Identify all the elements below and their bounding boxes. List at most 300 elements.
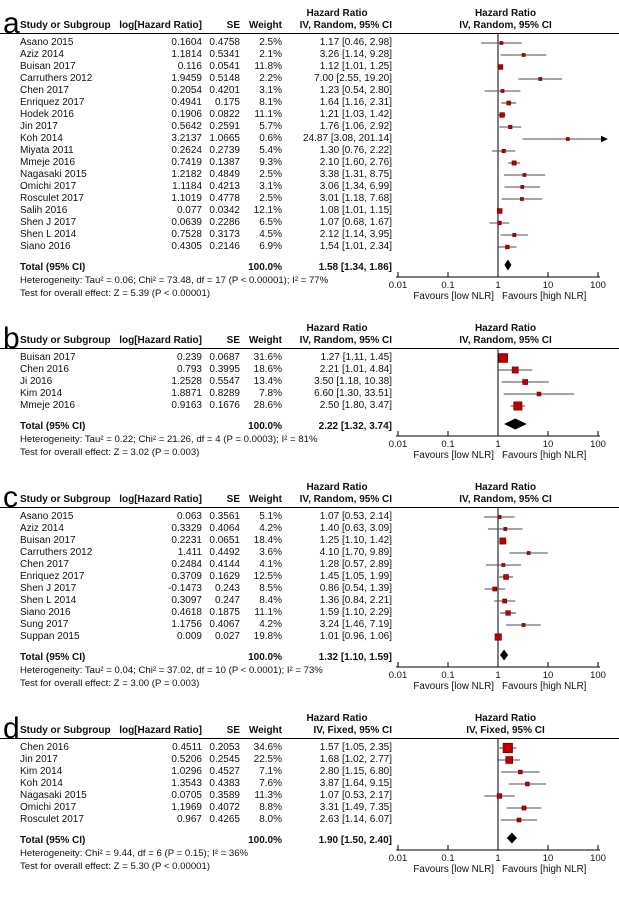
log-hr-cell: 0.4941 [171,97,202,108]
se-cell: 0.243 [214,583,240,594]
log-hr-cell: 0.1604 [171,37,202,48]
weight-cell: 7.6% [259,778,282,789]
col-header-weight: Weight [248,725,282,736]
study-name-cell: Chen 2017 [20,85,69,96]
axis-tick-label: 0.01 [388,853,408,864]
effect-marker [500,113,505,118]
ci-cell: 2.80 [1.15, 6.80] [319,766,392,777]
forest-row [507,806,542,810]
log-hr-cell: 0.116 [177,61,202,72]
se-cell: 0.2545 [209,754,240,765]
se-cell: 0.0687 [209,352,240,363]
row-lead [0,133,20,145]
ci-cell: 1.64 [1.16, 2.31] [319,97,392,108]
weight-cell: 11.8% [254,61,282,72]
weight-cell: 2.1% [259,49,282,60]
col-header-study: Study or Subgroup [20,335,111,346]
weight-cell: 8.4% [259,595,282,606]
panel-b [0,323,619,463]
axis-tick-label: 100 [590,853,606,864]
effect-marker [517,818,521,822]
study-row [0,193,392,205]
axis-tick-label: 1 [495,853,501,864]
log-hr-cell: 0.0639 [171,217,202,228]
se-cell: 0.1875 [209,607,240,618]
ci-cell: 7.00 [2.55, 19.20] [314,73,392,84]
panel-header [0,8,619,34]
weight-cell: 2.5% [259,169,282,180]
se-cell: 0.4213 [209,181,240,192]
ci-cell: 1.59 [1.10, 2.29] [319,607,392,618]
col-header-log-hr: log[Hazard Ratio] [119,725,202,736]
effect-marker [499,354,508,363]
study-name-cell: Total (95% CI) [20,835,86,846]
se-cell: 0.4849 [209,169,240,180]
study-name-cell: Siano 2016 [20,607,71,618]
ci-cell: 3.87 [1.64, 9.15] [319,778,392,789]
row-lead [0,420,20,434]
row-lead [0,169,20,181]
col-header-se: SE [226,335,240,346]
study-row [0,121,392,133]
effect-marker [506,757,513,764]
forest-row [492,149,515,152]
forest-row [501,770,540,774]
row-lead [0,778,20,790]
study-name-cell: Siano 2016 [20,241,71,252]
study-name-cell: Jin 2017 [20,121,58,132]
col-header-weight: Weight [248,494,282,505]
col-header-se: SE [226,494,240,505]
ci-cell: 1.23 [0.54, 2.80] [319,85,392,96]
effect-marker [497,794,502,799]
effect-marker [500,42,503,45]
panel-c [0,482,619,694]
study-row [0,766,392,778]
se-cell: 0.4067 [209,619,240,630]
forest-row [490,221,510,225]
ci-cell: 1.17 [0.46, 2.98] [319,37,392,48]
log-hr-cell: 0.4511 [172,742,202,753]
col-header-log-hr: log[Hazard Ratio] [119,335,202,346]
study-name-cell: Salih 2016 [20,205,68,216]
col-header-model: IV, Fixed, 95% CI [313,725,392,736]
row-lead [0,217,20,229]
effect-marker [506,611,511,616]
ci-cell: 2.50 [1.80, 3.47] [319,400,392,411]
weight-cell: 8.5% [259,583,282,594]
weight-cell: 11.3% [254,790,282,801]
se-cell: 0.2146 [209,241,240,252]
effect-marker [506,245,510,249]
ci-cell: 4.10 [1.70, 9.89] [319,547,392,558]
row-lead [0,157,20,169]
study-name-cell: Buisan 2017 [20,352,76,363]
log-hr-cell: 0.077 [176,205,202,216]
effect-marker [502,149,505,152]
row-lead [0,229,20,241]
log-hr-cell [118,261,202,275]
study-row [0,133,392,145]
study-row [0,145,392,157]
log-hr-cell: 0.7419 [171,157,202,168]
log-hr-cell [118,834,202,848]
total-row [0,651,392,665]
row-lead [0,571,20,583]
weight-cell: 18.6% [253,364,282,375]
row-lead [0,583,20,595]
panel-letter: a [3,7,20,40]
forest-row [499,113,506,118]
axis-tick-label: 0.1 [441,439,455,450]
favours-left-label: Favours [low NLR] [413,450,494,461]
row-lead [0,535,20,547]
pooled-diamond [504,419,527,430]
study-row [0,583,392,595]
log-hr-cell: 1.1814 [171,49,202,60]
se-cell: 0.0541 [209,61,240,72]
se-cell: 0.4064 [209,523,240,534]
favours-left-label: Favours [low NLR] [413,681,494,692]
ci-cell: 3.31 [1.49, 7.35] [319,802,392,813]
row-lead [0,73,20,85]
weight-cell: 8.8% [259,802,282,813]
forest-plot [388,739,619,877]
row-lead [0,631,20,643]
weight-cell: 4.2% [259,619,282,630]
study-name-cell: Omichi 2017 [20,802,77,813]
row-lead [0,181,20,193]
effect-marker [527,552,530,555]
ci-cell: 2.10 [1.60, 2.76] [319,157,392,168]
study-row [0,523,392,535]
favours-right-label: Favours [high NLR] [502,291,587,302]
study-name-cell: Kim 2014 [20,388,63,399]
effect-marker [498,221,502,225]
ci-cell: 1.27 [1.11, 1.45] [320,352,392,363]
row-lead [0,790,20,802]
row-lead [0,193,20,205]
weight-cell: 4.2% [259,523,282,534]
favours-right-label: Favours [high NLR] [502,681,587,692]
ci-cell: 6.60 [1.30, 33.51] [314,388,392,399]
study-row [0,814,392,826]
weight-cell: 12.1% [253,205,282,216]
pooled-diamond [507,833,517,844]
ci-cell: 1.25 [1.10, 1.42] [319,535,392,546]
panel-header [0,713,619,739]
study-row [0,595,392,607]
effect-marker [539,78,542,81]
study-row [0,352,392,364]
study-name-cell: Total (95% CI) [20,652,86,663]
panel-letter: c [3,481,18,514]
log-hr-cell: 1.9459 [171,73,202,84]
row-lead [0,651,20,665]
forest-row [497,209,502,214]
axis-tick-label: 0.1 [441,280,455,291]
plot-header-model: IV, Fixed, 95% CI [466,725,545,736]
col-header-study: Study or Subgroup [20,725,111,736]
study-name-cell: Hodek 2016 [20,109,74,120]
study-row [0,400,392,412]
ci-cell: 1.32 [1.10, 1.59] [318,652,392,663]
forest-row [502,198,543,201]
overall-effect-note: Test for overall effect: Z = 3.02 (P = 0.003) [20,446,200,458]
effect-column-title: Hazard Ratio [306,482,368,493]
study-name-cell: Koh 2014 [20,133,63,144]
plot-header-model: IV, Random, 95% CI [459,494,552,505]
ci-cell: 1.01 [0.96, 1.06] [319,631,392,642]
row-lead [0,364,20,376]
study-name-cell: Mmeje 2016 [20,157,76,168]
forest-row [498,367,532,373]
log-hr-cell: 3.2137 [171,133,202,144]
forest-row [504,174,545,177]
study-name-cell: Total (95% CI) [20,421,86,432]
weight-cell: 9.3% [259,157,282,168]
log-hr-cell: 0.5642 [171,121,202,132]
study-row [0,571,392,583]
effect-marker [507,101,511,105]
ci-cell: 3.38 [1.31, 8.75] [319,169,392,180]
ci-cell: 1.21 [1.03, 1.42] [319,109,392,120]
effect-marker [509,125,512,128]
row-lead [0,85,20,97]
row-lead [0,619,20,631]
axis-tick-label: 0.01 [388,280,408,291]
study-name-cell: Aziz 2014 [20,49,64,60]
ci-arrow-cap [601,136,608,142]
study-name-cell: Shen J 2017 [20,583,77,594]
plot-header-model: IV, Random, 95% CI [459,20,552,31]
forest-row [510,552,548,555]
log-hr-cell: 0.063 [176,511,202,522]
ci-cell: 1.07 [0.53, 2.14] [319,511,392,522]
se-cell: 0.4492 [209,547,240,558]
forest-row [501,818,537,822]
heterogeneity-note: Heterogeneity: Chi² = 9.44, df = 6 (P = 0.15); I² = 36% [20,848,249,859]
col-header-model: IV, Random, 95% CI [299,20,392,31]
log-hr-cell: 1.0296 [171,766,202,777]
axis-tick-label: 1 [495,280,501,291]
effect-marker [520,198,523,201]
forest-row [498,757,520,764]
forest-row [485,587,506,591]
effect-marker [514,402,522,410]
se-cell [202,834,240,848]
study-row [0,205,392,217]
study-row [0,790,392,802]
se-cell: 0.3173 [209,229,240,240]
study-row [0,97,392,109]
study-row [0,169,392,181]
study-row [0,559,392,571]
weight-cell: 34.6% [253,742,282,753]
weight-cell: 3.1% [259,181,282,192]
effect-marker [495,634,501,640]
effect-marker [501,90,504,93]
effect-marker [522,623,525,626]
log-hr-cell: 0.3329 [171,523,202,534]
effect-marker [566,138,569,141]
total-row [0,420,392,434]
forest-row [486,563,521,566]
se-cell: 0.5148 [209,73,240,84]
effect-marker [500,538,506,544]
weight-cell: 12.5% [253,571,282,582]
effect-column-title: Hazard Ratio [306,8,368,19]
forest-row [484,515,514,518]
row-lead [0,61,20,73]
log-hr-cell: 1.3543 [171,778,202,789]
ci-cell: 1.54 [1.01, 2.34] [319,241,392,252]
forest-row [499,743,516,752]
weight-cell: 11.1% [254,607,282,618]
study-name-cell: Carruthers 2012 [20,73,93,84]
log-hr-cell: 1.411 [177,547,202,558]
row-lead [0,145,20,157]
effect-marker [522,806,526,810]
effect-column-title: Hazard Ratio [306,713,368,724]
log-hr-cell: 1.2528 [171,376,202,387]
weight-cell: 11.1% [254,109,282,120]
favours-left-label: Favours [low NLR] [413,864,494,875]
plot-header-model: IV, Random, 95% CI [459,335,552,346]
ci-cell: 3.50 [1.18, 10.38] [314,376,392,387]
study-row [0,376,392,388]
study-row [0,742,392,754]
study-name-cell: Aziz 2014 [20,523,64,534]
se-cell: 0.2286 [209,217,240,228]
ci-cell: 24.87 [3.08, 201.14] [303,133,392,144]
log-hr-cell: 1.1969 [171,802,202,813]
col-header-log-hr: log[Hazard Ratio] [119,494,202,505]
study-name-cell: Nagasaki 2015 [20,790,87,801]
forest-row [495,634,501,640]
effect-marker [498,515,501,518]
se-cell: 0.4527 [209,766,240,777]
se-cell: 0.0651 [209,535,240,546]
col-header-model: IV, Random, 95% CI [299,494,392,505]
forest-row [498,65,503,70]
heterogeneity-note: Heterogeneity: Tau² = 0.22; Chi² = 21.26, df = 4 (P = 0.0003); I² = 81% [20,434,318,445]
panel-a [0,8,619,304]
log-hr-cell: 1.1184 [172,181,202,192]
forest-plot-svg [388,34,619,304]
row-lead [0,766,20,778]
row-lead [0,241,20,253]
log-hr-cell: 1.1019 [171,193,202,204]
effect-marker [519,770,523,774]
ci-cell: 1.58 [1.34, 1.86] [318,262,392,273]
row-lead [0,523,20,535]
study-row [0,61,392,73]
weight-cell: 2.2% [259,73,282,84]
panel-header [0,482,619,508]
study-row [0,535,392,547]
forest-plot-svg [388,508,619,694]
axis-tick-label: 0.01 [388,439,408,450]
se-cell: 0.175 [214,97,240,108]
study-row [0,619,392,631]
effect-marker [525,782,529,786]
overall-effect-note: Test for overall effect: Z = 5.39 (P < 0.00001) [20,287,211,299]
effect-marker [503,599,507,603]
se-cell [202,420,240,434]
ci-cell: 0.86 [0.54, 1.39] [319,583,392,594]
weight-cell: 7.8% [259,388,282,399]
study-row [0,364,392,376]
row-lead [0,754,20,766]
forest-row [518,78,562,81]
weight-cell: 8.0% [259,814,282,825]
ci-cell: 1.36 [0.84, 2.21] [319,595,392,606]
row-lead [0,97,20,109]
study-row [0,73,392,85]
total-row [0,834,392,848]
study-table-rows [0,742,392,848]
panel-d [0,713,619,877]
forest-plot [388,349,619,463]
study-table-rows [0,511,392,665]
weight-cell: 28.6% [253,400,282,411]
study-row [0,109,392,121]
forest-row [500,538,506,544]
weight-cell: 2.5% [259,37,282,48]
plot-column-title: Hazard Ratio [474,8,537,19]
study-row [0,157,392,169]
ci-cell: 3.06 [1.34, 6.99] [319,181,392,192]
se-cell: 0.4265 [209,814,240,825]
axis-tick-label: 0.01 [388,670,408,681]
se-cell: 0.027 [214,631,240,642]
weight-cell: 19.8% [253,631,282,642]
forest-row [501,54,547,57]
study-row [0,802,392,814]
study-row [0,49,392,61]
se-cell: 0.0822 [209,109,240,120]
weight-cell: 22.5% [253,754,282,765]
ci-cell: 2.12 [1.14, 3.95] [319,229,392,240]
ci-cell: 1.08 [1.01, 1.15] [319,205,392,216]
ci-cell: 3.24 [1.46, 7.19] [319,619,392,630]
forest-row [500,611,516,616]
weight-cell: 7.1% [259,766,282,777]
weight-cell: 3.6% [259,547,282,558]
log-hr-cell: 0.2054 [171,85,202,96]
row-lead [0,109,20,121]
se-cell: 0.247 [214,595,240,606]
se-cell: 0.8289 [209,388,240,399]
forest-row [488,527,523,530]
forest-row [499,354,508,363]
study-row [0,241,392,253]
row-lead [0,559,20,571]
effect-marker [537,392,541,396]
study-name-cell: Chen 2016 [20,742,69,753]
ci-cell: 1.45 [1.05, 1.99] [319,571,392,582]
study-row [0,229,392,241]
se-cell: 0.3561 [209,511,240,522]
effect-marker [504,575,509,580]
se-cell: 0.2739 [209,145,240,156]
row-lead [0,400,20,412]
study-name-cell: Miyata 2011 [20,145,74,156]
effect-marker [502,563,505,566]
forest-row [501,101,516,105]
study-name-cell: Suppan 2015 [20,631,80,642]
